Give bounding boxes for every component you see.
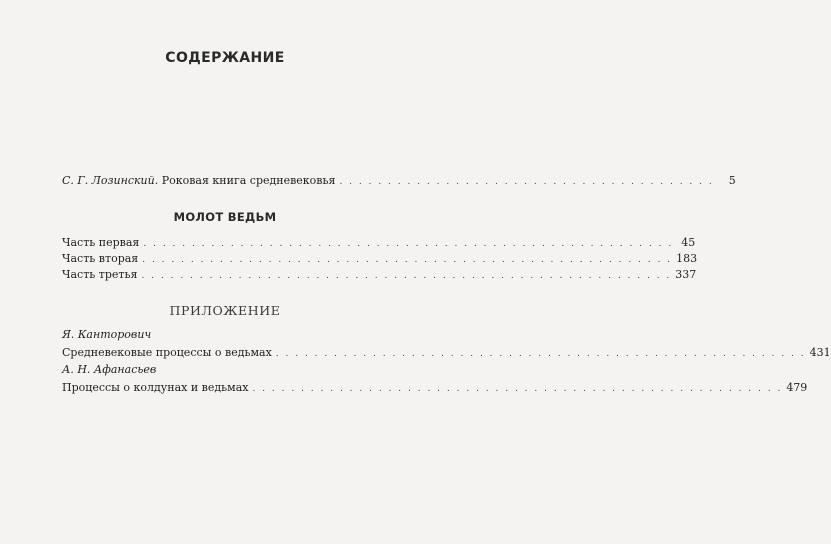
dot-leader: . . . . . . . . . . . . . . . . . . . . . . . . . . . . . . . . . . . . . . . . . . . . . . . . . . . . . . .: [143, 239, 674, 249]
toc-entry-title: Часть вторая: [62, 252, 139, 265]
section-title-main: МОЛОТ ВЕДЬМ: [173, 210, 277, 224]
toc-entry-title: Часть третья: [62, 268, 138, 281]
appendix-author-1: Я. Канторович: [62, 328, 152, 341]
toc-entry-title: Часть первая: [62, 236, 140, 249]
toc-page-number: 45: [681, 236, 696, 249]
toc-entry-part-3: [62, 268, 697, 283]
dot-leader: . . . . . . . . . . . . . . . . . . . . . . . . . . . . . . . . . . . . . . .: [339, 177, 714, 187]
toc-page-number: 183: [676, 252, 698, 265]
toc-entry-title: Роковая книга средневековья: [161, 174, 336, 187]
dot-leader: . . . . . . . . . . . . . . . . . . . . . . . . . . . . . . . . . . . . . . . . . . . . . . . . . . . . . . .: [142, 255, 673, 265]
toc-entry-intro: [62, 174, 736, 189]
toc-entry-text: [62, 174, 335, 188]
toc-entry-part-2: [62, 252, 698, 267]
toc-entry-title: Процессы о колдунах и ведьмах: [62, 381, 249, 394]
dot-leader: . . . . . . . . . . . . . . . . . . . . . . . . . . . . . . . . . . . . . . . . . . . . . . . . . . . . . . .: [275, 349, 806, 359]
toc-page-number: 479: [786, 381, 808, 394]
toc-entry-author: С. Г. Лозинский.: [62, 174, 159, 187]
toc-page-number: 337: [675, 268, 697, 281]
toc-entry-part-1: [62, 236, 696, 251]
dot-leader: . . . . . . . . . . . . . . . . . . . . . . . . . . . . . . . . . . . . . . . . . . . . . . . . . . . . . . .: [252, 384, 783, 394]
toc-page-number: 5: [728, 174, 736, 187]
section-title-appendix: ПРИЛОЖЕНИЕ: [169, 303, 281, 318]
toc-entry-appendix-1: [62, 346, 831, 361]
toc-entry-title: Средневековые процессы о ведьмах: [62, 346, 272, 359]
appendix-author-2: А. Н. Афанасьев: [62, 363, 157, 376]
toc-page-number: 431: [809, 346, 831, 359]
toc-entry-appendix-2: [62, 381, 808, 396]
contents-title: СОДЕРЖАНИЕ: [165, 50, 285, 66]
dot-leader: . . . . . . . . . . . . . . . . . . . . . . . . . . . . . . . . . . . . . . . . . . . . . . . . . . . . . . .: [141, 271, 672, 281]
